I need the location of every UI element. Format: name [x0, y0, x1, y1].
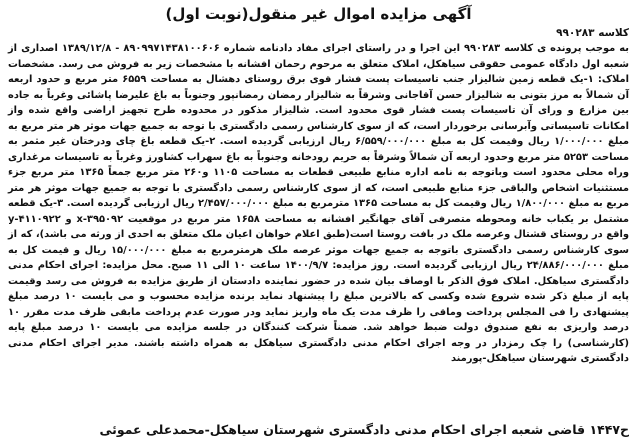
notice-signature: ح۱۴۴۷ قاضی شعبه اجرای احکام مدنی دادگستری شهرستان سیاهکل-محمدعلی عموئی [99, 422, 629, 437]
notice-body: به موجب پرونده ی کلاسه ۹۹۰۲۸۳ این اجرا و در راستای اجرای مفاد دادنامه شماره ۸۹۰۹۹۷۱۴۳۸۱۰۰۶۰۶ - ۱۳۸۹/۱۲/۸ اصداری از شعبه اول دادگاه عمومی حقوقی سیاهکل، املاک متعلق به مرحوم رحمان افشانه با مشخصات زیر به فروش می رسد. مشخصات املاک: ۱-یک قطعه زمین شالیزار جنب تاسیسات پست فشار قوی برق روستای دهشال به مساحت ۶۵۵۹ متر مربع و حدود اربعه آن شمالاً به مرز بتونی به شالیزار حسن آقاجانی وشرقاً به شالیزار رمضان رمضانپور وجنوباً به باغ علیرضا پاشائی وغرباً به جاده بین مزارع و ورای آن تاسیسات پست فشار قوی محدود است. شالیزار مذکور در محدوده طرح تجهیز اراضی واقع شده واز امکانات تاسیساتی وآبرسانی برخوردار است، که از سوی کارشناس رسمی دادگستری با توجه به جمیع جهات موثر هر متر مربع به مبلغ ۱/۰۰۰/۰۰۰ ریال وقیمت کل به مبلغ ۶/۵۵۹/۰۰۰/۰۰۰ ریال ارزیابی گردیده است. ۲-یک قطعه باغ چای ودرختان غیر مثمر به مساحت ۵۲۵۳ متر مربع وحدود اربعه آن شمالاً وشرقاً به حریم رودخانه وجنوباً به باغ سهراب کشاورز وغرباً به تاسیسات مرغداری وراه محلی محدود است وباتوجه به نامه اداره منابع طبیعی قطعات به مساحت ۱۱۰۵ و۲۶۰ متر مربع جمعاً ۱۳۶۵ متر مربع جزء مستثنیات اشخاص والباقی جزء منابع طبیعی است، که از سوی کارشناس رسمی دادگستری با توجه به جمیع جهات موثر هر متر مربع به مبلغ ۱/۸۰۰/۰۰۰ ریال وقیمت کل به مساحت ۱۳۶۵ مترمربع به مبلغ ۲/۴۵۷/۰۰۰/۰۰۰ ریال ارزیابی گردیده است. ۳-یک قطعه مشتمل بر یکباب خانه ومحوطه متصرفی آقای جهانگیر افشانه به مساحت ۱۶۵۸ متر مربع در موقعیت x-۳۹۵۰۹۲ و y-۴۱۱۰۹۲۲ واقع در روستای قشتال وعرصه ملک در بافت روستا است(طبق اعلام خواهان اعیان ملک متعلق به احدی از ورثه می باشد)، که از سوی کارشناس رسمی دادگستری باتوجه به جمیع جهات موثر عرصه ملک هرمترمربع به مبلغ ۱۵/۰۰۰/۰۰۰ ریال و قیمت کل به مبلغ ۲۴/۸۸۶/۰۰۰/۰۰۰ ریال ارزیابی گردیده است. روز مزایده: ۱۴۰۰/۹/۷ ساعت ۱۰ الی ۱۱ صبح. محل مزایده: اجرای احکام مدنی دادگستری سیاهکل. املاک فوق الذکر با اوصاف بیان شده در حضور نماینده دادستان از طریق مزایده به فروش می رسد وقیمت پایه از مبلغ ذکر شده شروع شده وکسی که بالاترین مبلغ را پیشنهاد نماید برنده مزایده محسوب و می بایست ۱۰ درصد مبلغ پیشنهادی را فی المجلس پرداخت وماقی را ظرف مدت یک ماه واریز نماید ودر صورت عدم پرداخت مابقی ظرف مدت مقرر ۱۰ درصد واریزی به نفع صندوق دولت ضبط خواهد شد. ضمناً شرکت کنندگان در جلسه مزایده می بایست ۱۰ درصد مبلغ پایه (کارشناسی) را چک رمزدار در وجه اجرای احکام مدنی دادگستری سیاهکل به همراه داشته باشند. مدیر اجرای احکام مدنی دادگستری شهرستان سیاهکل-پورمند [8, 43, 630, 364]
notice-title: آگهی مزایده اموال غیر منقول(نوبت اول) [165, 5, 472, 23]
case-number: کلاسه ۹۹۰۲۸۳ [556, 27, 629, 39]
